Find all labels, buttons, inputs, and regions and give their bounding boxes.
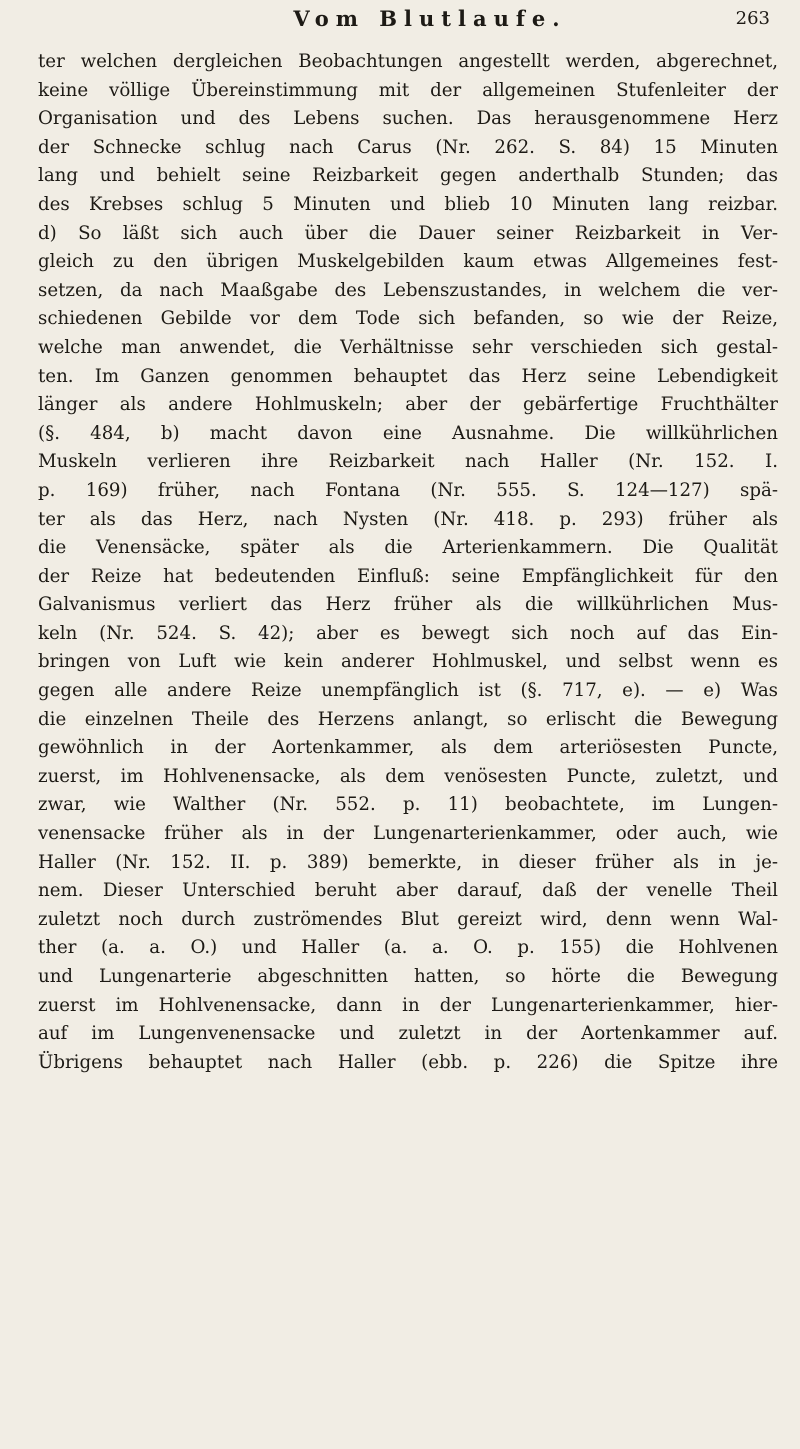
text-line: lang und behielt seine Reizbarkeit gegen anderthalb Stunden; das [38, 165, 778, 187]
text-line: der Schnecke schlug nach Carus (Nr. 262. S. 84) 15 Minuten [38, 136, 778, 158]
text-line: der Reize hat bedeutenden Einfluß: seine Empfänglichkeit für den [38, 565, 778, 587]
text-line: ter als das Herz, nach Nysten (Nr. 418. p. 293) früher als [38, 508, 778, 530]
text-line: des Krebses schlug 5 Minuten und blieb 10 Minuten lang reizbar. [38, 193, 778, 215]
text-line: die einzelnen Theile des Herzens anlangt, so erlischt die Bewegung [38, 708, 778, 730]
text-line: (§. 484, b) macht davon eine Ausnahme. Die willkührlichen [38, 422, 778, 444]
text-line: zwar, wie Walther (Nr. 552. p. 11) beobachtete, im Lungen- [38, 794, 778, 816]
text-line: Muskeln verlieren ihre Reizbarkeit nach Haller (Nr. 152. I. [38, 451, 778, 473]
text-line: zuerst im Hohlvenensacke, dann in der Lungenarterienkammer, hier- [38, 994, 778, 1016]
text-line: gleich zu den übrigen Muskelgebilden kaum etwas Allgemeines fest- [38, 251, 778, 273]
text-line: gegen alle andere Reize unempfänglich ist (§. 717, e). — e) Was [38, 680, 778, 702]
text-line: ter welchen dergleichen Beobachtungen angestellt werden, abgerechnet, [38, 51, 778, 72]
text-line: setzen, da nach Maaßgabe des Lebenszustandes, in welchem die ver- [38, 279, 778, 301]
text-line: p. 169) früher, nach Fontana (Nr. 555. S. 124—127) spä- [38, 479, 778, 501]
text-line: schiedenen Gebilde vor dem Tode sich befanden, so wie der Reize, [38, 308, 778, 330]
text-line: keine völlige Übereinstimmung mit der allgemeinen Stufenleiter der [38, 79, 778, 101]
running-title: Vom Blutlaufe. [293, 6, 567, 31]
text-line: ther (a. a. O.) und Haller (a. a. O. p. 155) die Hohlvenen [38, 937, 778, 959]
text-line: ten. Im Ganzen genommen behauptet das Herz seine Lebendigkeit [38, 365, 778, 387]
text-line: Übrigens behauptet nach Haller (ebb. p. 226) die Spitze ihre [38, 1051, 778, 1073]
body-text [38, 48, 778, 1077]
text-line: zuletzt noch durch zuströmendes Blut gereizt wird, denn wenn Wal- [38, 908, 778, 930]
text-line: auf im Lungenvenensacke und zuletzt in der Aortenkammer auf. [38, 1023, 778, 1045]
text-line: welche man anwendet, die Verhältnisse sehr verschieden sich gestal- [38, 336, 778, 358]
text-line: venensacke früher als in der Lungenarterienkammer, oder auch, wie [38, 823, 778, 845]
text-line: gewöhnlich in der Aortenkammer, als dem arteriösesten Puncte, [38, 737, 778, 759]
text-line: und Lungenarterie abgeschnitten hatten, so hörte die Bewegung [38, 966, 778, 987]
text-line: nem. Dieser Unterschied beruht aber darauf, daß der venelle Theil [38, 880, 778, 902]
text-line: Haller (Nr. 152. II. p. 389) bemerkte, in dieser früher als in je- [38, 851, 778, 873]
text-line: Organisation und des Lebens suchen. Das herausgenommene Herz [38, 108, 778, 130]
text-line: länger als andere Hohlmuskeln; aber der gebärfertige Fruchthälter [38, 394, 778, 416]
page-number: 263 [735, 8, 770, 29]
text-line: zuerst, im Hohlvenensacke, als dem venösesten Puncte, zuletzt, und [38, 765, 778, 787]
text-line: Galvanismus verliert das Herz früher als die willkührlichen Mus- [38, 594, 778, 616]
running-header [0, 6, 800, 36]
text-line: die Venensäcke, später als die Arterienkammern. Die Qualität [38, 537, 778, 559]
text-line: keln (Nr. 524. S. 42); aber es bewegt sich noch auf das Ein- [38, 622, 778, 644]
text-line: d) So läßt sich auch über die Dauer seiner Reizbarkeit in Ver- [38, 222, 778, 244]
text-line: bringen von Luft wie kein anderer Hohlmuskel, und selbst wenn es [38, 651, 778, 673]
